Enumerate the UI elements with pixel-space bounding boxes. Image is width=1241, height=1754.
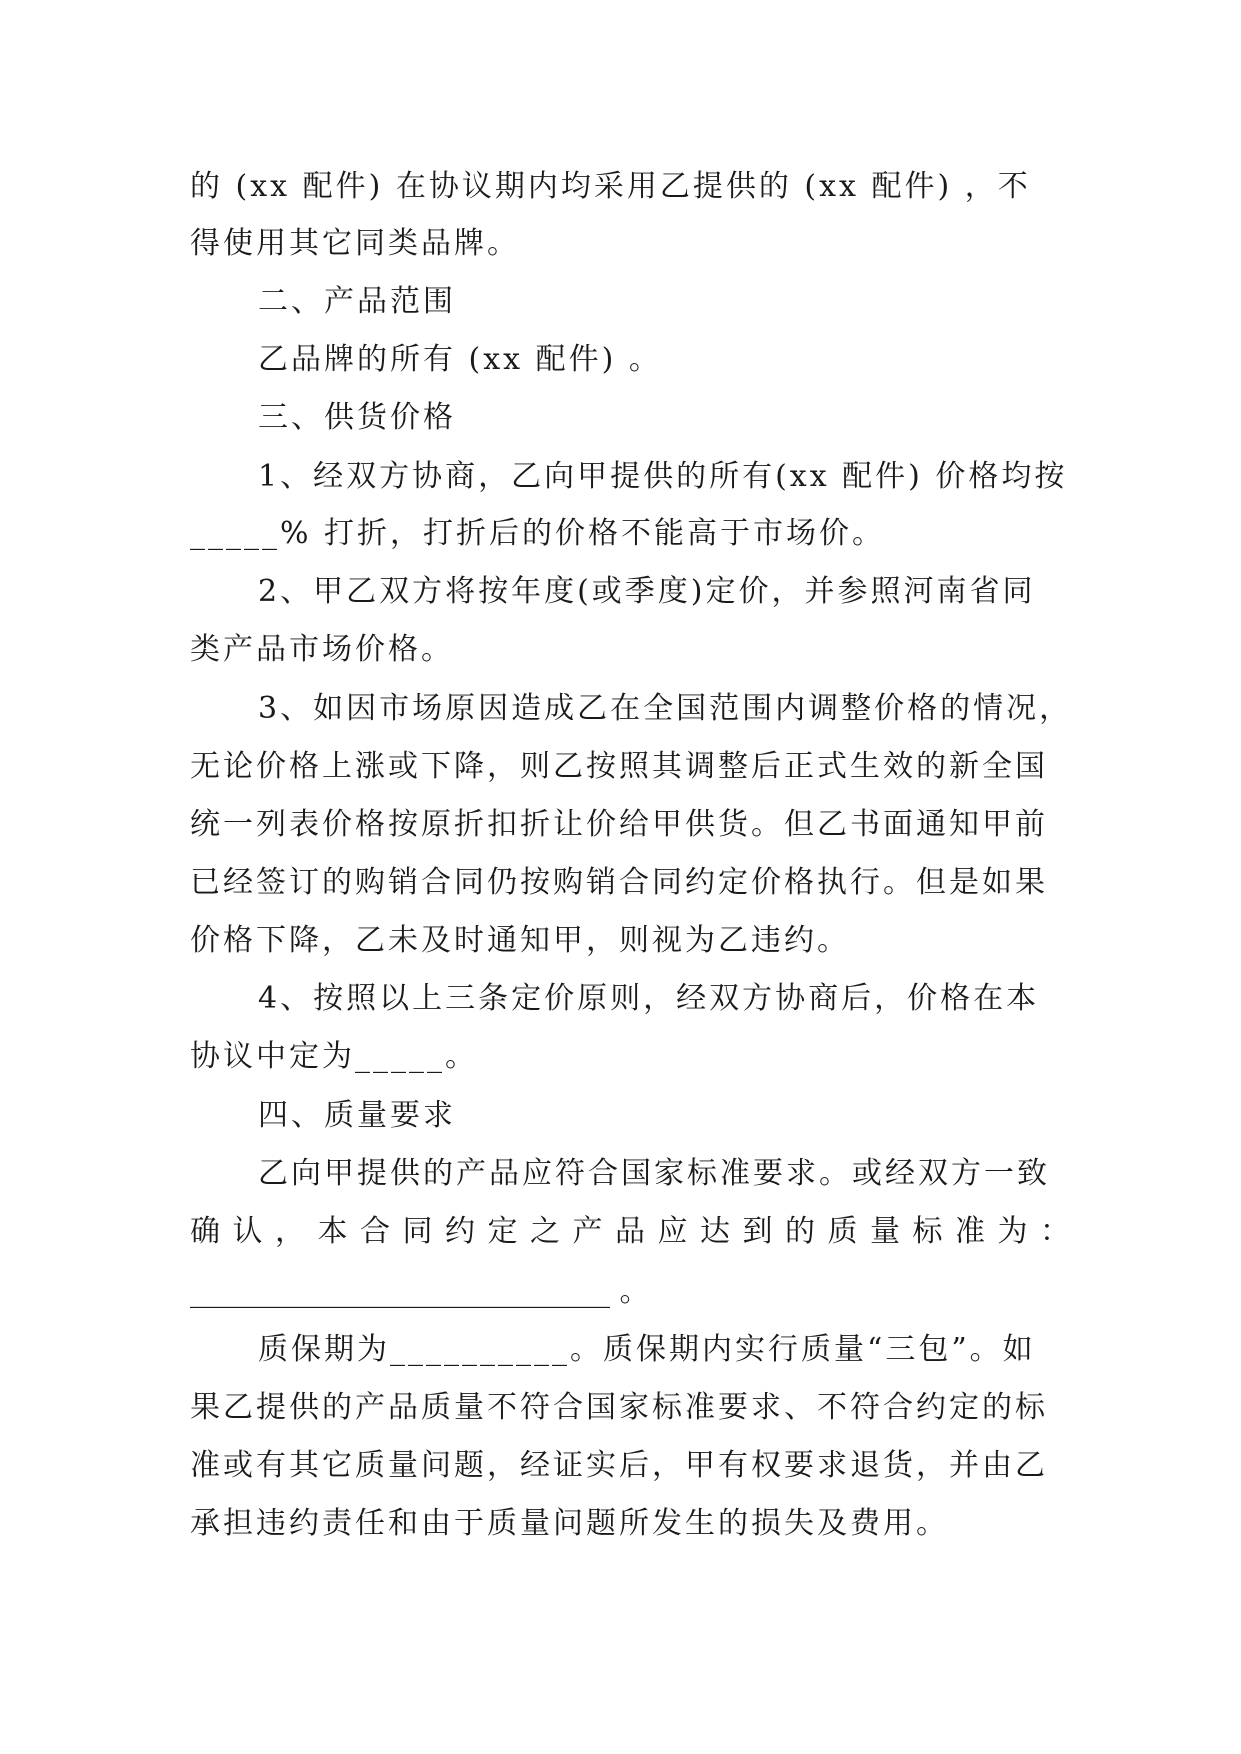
text-line: 果乙提供的产品质量不符合国家标准要求、不符合约定的标 bbox=[190, 1390, 1048, 1425]
text-line: 乙向甲提供的产品应符合国家标准要求。或经双方一致 bbox=[258, 1156, 1050, 1191]
section-heading: 三、供货价格 bbox=[258, 400, 456, 435]
text-line: 类产品市场价格。 bbox=[190, 632, 454, 667]
text-line: 无论价格上涨或下降，则乙按照其调整后正式生效的新全国 bbox=[190, 749, 1048, 784]
text-line: 2、甲乙双方将按年度(或季度)定价，并参照河南省同 bbox=[258, 574, 1036, 609]
text-line: 3、如因市场原因造成乙在全国范围内调整价格的情况， bbox=[258, 691, 1073, 726]
text-line: 1、经双方协商，乙向甲提供的所有(xx 配件) 价格均按 bbox=[258, 459, 1068, 494]
text-line: 4、按照以上三条定价原则，经双方协商后，价格在本 bbox=[258, 981, 1040, 1016]
text-line: 得使用其它同类品牌。 bbox=[190, 226, 520, 261]
text-line: 承担违约责任和由于质量问题所发生的损失及费用。 bbox=[190, 1506, 949, 1541]
text-line: 协议中定为_____。 bbox=[190, 1039, 478, 1074]
text-line: 的 (xx 配件) 在协议期内均采用乙提供的 (xx 配件) ，不 bbox=[190, 169, 1031, 204]
section-heading: 二、产品范围 bbox=[258, 284, 456, 319]
fill-in-blank-line: ____________________________ 。 bbox=[190, 1274, 650, 1309]
text-line: 质保期为__________。质保期内实行质量“三包”。如 bbox=[258, 1332, 1036, 1367]
text-line: 已经签订的购销合同仍按购销合同约定价格执行。但是如果 bbox=[190, 865, 1048, 900]
text-line: 统一列表价格按原折扣折让价给甲供货。但乙书面通知甲前 bbox=[190, 807, 1048, 842]
text-line: 乙品牌的所有 (xx 配件) 。 bbox=[258, 342, 662, 377]
text-line: 准或有其它质量问题，经证实后，甲有权要求退货，并由乙 bbox=[190, 1448, 1048, 1483]
text-line: 确认，本合同约定之产品应达到的质量标准为： bbox=[190, 1214, 1083, 1249]
text-line: _____% 打折，打折后的价格不能高于市场价。 bbox=[190, 516, 886, 551]
text-line: 价格下降，乙未及时通知甲，则视为乙违约。 bbox=[190, 923, 850, 958]
section-heading: 四、质量要求 bbox=[258, 1098, 456, 1133]
